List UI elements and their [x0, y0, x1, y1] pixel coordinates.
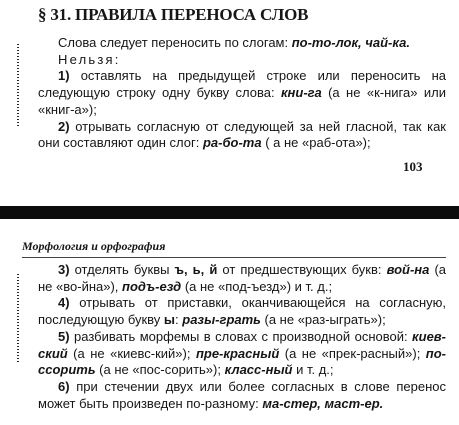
- rule-4: 4) отрывать от приставки, оканчивающейся на согласную, последующую букву ы: разы-грать (а не «раз-ыграть»);: [38, 295, 446, 328]
- running-head-rule: [22, 257, 446, 258]
- page-divider: [0, 206, 459, 219]
- page-103: [0, 0, 459, 206]
- margin-mark: [17, 44, 19, 126]
- nelzya-label: Нельзя:: [58, 51, 121, 67]
- section-title: § 31. ПРАВИЛА ПЕРЕНОСА СЛОВ: [38, 5, 309, 24]
- page-number: 103: [403, 159, 423, 174]
- rule-5: 5) разбивать морфемы в словах с производной основой: киев-ский (а не «киевс-кий»); пре-красный (а не «прек-расный»); по-ссорить (а не «пос-сорить»); класс-ный и т. д.;: [38, 328, 446, 378]
- rule-6: 6) при стечении двух или более согласных в слове перенос может быть произведен по-разному: ма-стер, маст-ер.: [38, 378, 446, 411]
- rule-3: 3) отделять буквы ъ, ь, й от предшествующих букв: вой-на (а не «во-йна»), подъ-езд (а не «под-ъезд») и т. д.;: [38, 262, 447, 294]
- intro-example: по-то-лок, чай-ка.: [291, 35, 410, 50]
- rule-2: 2) отрывать согласную от следующей за ней гласной, так как они составляют один слог: ра-бо-та ( а не «раб-ота»);: [38, 118, 446, 151]
- margin-mark: [17, 274, 19, 362]
- intro-paragraph: Слова следует переносить по слогам: по-то-лок, чай-ка.: [58, 35, 410, 50]
- rule-1: 1) оставлять на предыдущей строке или переносить на следующую строку одну букву слова: кни-га (а не «к-нига» или «книг-а»);: [38, 68, 446, 117]
- rules-block-top: [38, 35, 446, 152]
- running-head: Морфология и орфография: [22, 239, 166, 253]
- rules-block-bottom: [38, 262, 446, 412]
